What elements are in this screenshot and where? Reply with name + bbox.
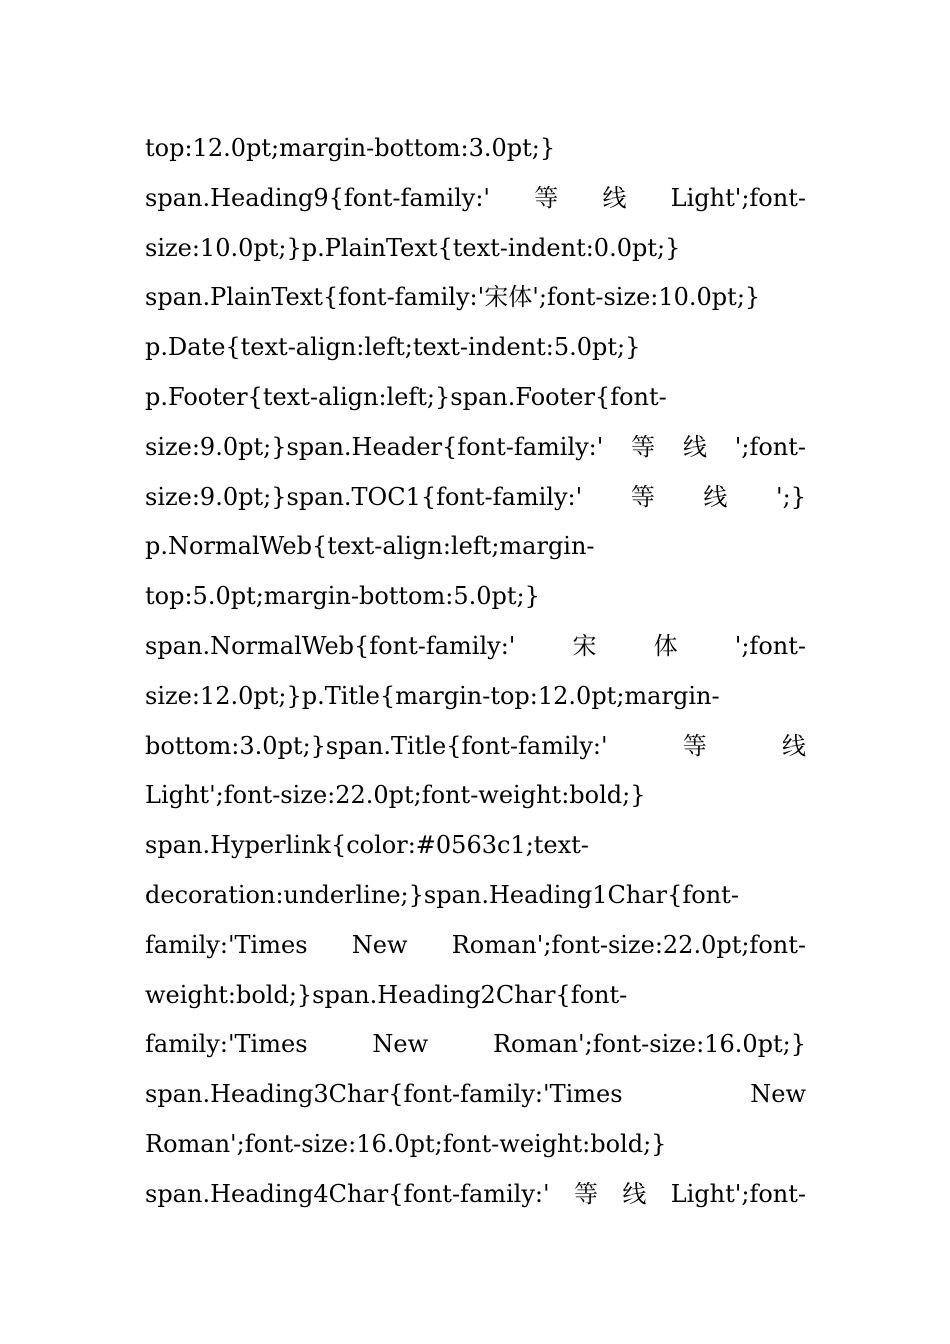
- text-segment: span.PlainText{font-family:'宋体';font-size:10.0pt;}: [145, 283, 761, 312]
- text-line: [145, 921, 806, 971]
- text-line: [145, 572, 806, 622]
- text-line: [145, 473, 806, 523]
- text-line: [145, 672, 806, 722]
- text-line: [145, 273, 806, 323]
- text-segment: family:'Times: [145, 930, 308, 959]
- text-line: [145, 373, 806, 423]
- text-segment: p.Date{text-align:left;text-indent:5.0pt;}: [145, 333, 641, 362]
- text-segment: New: [351, 930, 408, 959]
- text-segment: top:5.0pt;margin-bottom:5.0pt;}: [145, 582, 540, 611]
- text-line: [145, 124, 806, 174]
- text-line: [145, 1070, 806, 1120]
- text-segment: bottom:3.0pt;}span.Title{font-family:': [145, 731, 608, 760]
- text-segment: 线: [602, 183, 627, 212]
- text-segment: 等: [630, 482, 655, 511]
- text-segment: 等: [573, 1179, 598, 1208]
- text-segment: span.Heading9{font-family:': [145, 183, 490, 212]
- text-segment: p.NormalWeb{text-align:left;margin-: [145, 532, 595, 561]
- text-line: [145, 1120, 806, 1170]
- text-segment: size:12.0pt;}p.Title{margin-top:12.0pt;margin-: [145, 681, 720, 710]
- text-segment: Roman';font-size:22.0pt;font-: [451, 930, 806, 959]
- text-segment: ';font-: [734, 631, 806, 660]
- text-segment: 等: [631, 432, 656, 461]
- text-segment: span.Heading3Char{font-family:'Times: [145, 1080, 623, 1109]
- text-segment: 线: [703, 482, 728, 511]
- text-line: [145, 1020, 806, 1070]
- text-line: [145, 971, 806, 1021]
- text-segment: New: [372, 1030, 429, 1059]
- text-segment: 等: [534, 183, 559, 212]
- text-line: [145, 722, 806, 772]
- text-segment: Roman';font-size:16.0pt;}: [492, 1030, 806, 1059]
- text-segment: Light';font-: [670, 1179, 806, 1208]
- text-segment: ';font-: [734, 432, 806, 461]
- text-segment: 线: [622, 1179, 647, 1208]
- text-segment: Light';font-: [670, 183, 806, 212]
- text-segment: weight:bold;}span.Heading2Char{font-: [145, 980, 628, 1009]
- text-segment: size:9.0pt;}span.Header{font-family:': [145, 432, 604, 461]
- text-segment: Light';font-size:22.0pt;font-weight:bold;}: [145, 781, 646, 810]
- document-body-text: [145, 124, 806, 1220]
- text-line: [145, 1170, 806, 1220]
- text-line: [145, 224, 806, 274]
- text-line: [145, 871, 806, 921]
- text-line: [145, 821, 806, 871]
- text-segment: 线: [782, 731, 806, 760]
- text-line: [145, 771, 806, 821]
- text-line: [145, 622, 806, 672]
- text-segment: top:12.0pt;margin-bottom:3.0pt;}: [145, 134, 556, 162]
- text-line: [145, 423, 806, 473]
- text-segment: size:9.0pt;}span.TOC1{font-family:': [145, 482, 583, 511]
- text-segment: decoration:underline;}span.Heading1Char{font-: [145, 880, 739, 909]
- text-segment: span.Heading4Char{font-family:': [145, 1179, 550, 1208]
- text-segment: 线: [682, 432, 707, 461]
- text-segment: family:'Times: [145, 1030, 308, 1059]
- text-line: [145, 522, 806, 572]
- text-line: [145, 323, 806, 373]
- text-segment: 宋: [572, 631, 597, 660]
- text-segment: New: [750, 1080, 806, 1109]
- text-segment: Roman';font-size:16.0pt;font-weight:bold;}: [145, 1129, 667, 1158]
- text-segment: span.Hyperlink{color:#0563c1;text-: [145, 831, 589, 860]
- text-line: [145, 174, 806, 224]
- text-segment: p.Footer{text-align:left;}span.Footer{font-: [145, 382, 667, 411]
- text-segment: span.NormalWeb{font-family:': [145, 631, 516, 660]
- text-segment: 等: [682, 731, 707, 760]
- text-segment: ';}: [776, 482, 806, 511]
- text-segment: size:10.0pt;}p.PlainText{text-indent:0.0pt;}: [145, 233, 681, 262]
- text-segment: 体: [653, 631, 678, 660]
